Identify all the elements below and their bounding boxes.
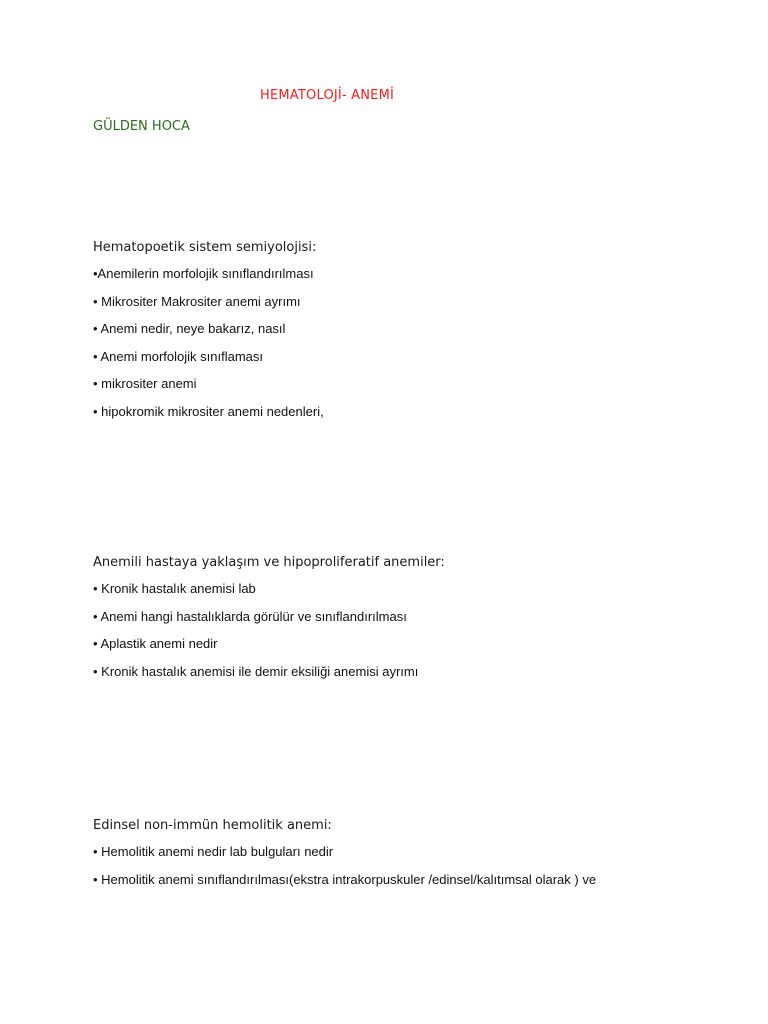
section-hipoproliferatif xyxy=(93,554,445,690)
list-item: • Anemi nedir, neye bakarız, nasıl xyxy=(93,321,286,336)
list-item: • Kronik hastalık anemisi ile demir eksiliği anemisi ayrımı xyxy=(93,663,419,679)
list-item: • Hemolitik anemi sınıflandırılması(ekstra intrakorpuskuler /edinsel/kalıtımsal olarak ) ve xyxy=(93,871,597,887)
list-item: • Kronik hastalık anemisi lab xyxy=(93,581,256,596)
list-item: • Anemi hangi hastalıklarda görülür ve sınıflandırılması xyxy=(93,608,407,624)
list-item: • Mikrositer Makrositer anemi ayrımı xyxy=(93,293,301,309)
list-item: • Anemi morfolojik sınıflaması xyxy=(93,348,263,364)
document-title: HEMATOLOJİ- ANEMİ xyxy=(260,88,395,103)
list-item: •Anemilerin morfolojik sınıflandırılması xyxy=(93,266,314,281)
section-hemolitik xyxy=(93,817,596,898)
bullet-list xyxy=(93,580,445,681)
bullet-list xyxy=(93,843,596,889)
bullet-list xyxy=(93,265,324,421)
list-item: • Hemolitik anemi nedir lab bulguları nedir xyxy=(93,844,334,859)
list-item: • mikrositer anemi xyxy=(93,376,197,391)
section-heading: Anemili hastaya yaklaşım ve hipoproliferatif anemiler: xyxy=(93,555,445,570)
list-item: • hipokromik mikrositer anemi nedenleri, xyxy=(93,403,324,419)
section-hematopoetik xyxy=(93,239,324,430)
section-heading: Edinsel non-immün hemolitik anemi: xyxy=(93,818,332,833)
document-author: GÜLDEN HOCA xyxy=(93,119,190,134)
list-item: • Aplastik anemi nedir xyxy=(93,636,218,651)
section-heading: Hematopoetik sistem semiyolojisi: xyxy=(93,240,317,255)
